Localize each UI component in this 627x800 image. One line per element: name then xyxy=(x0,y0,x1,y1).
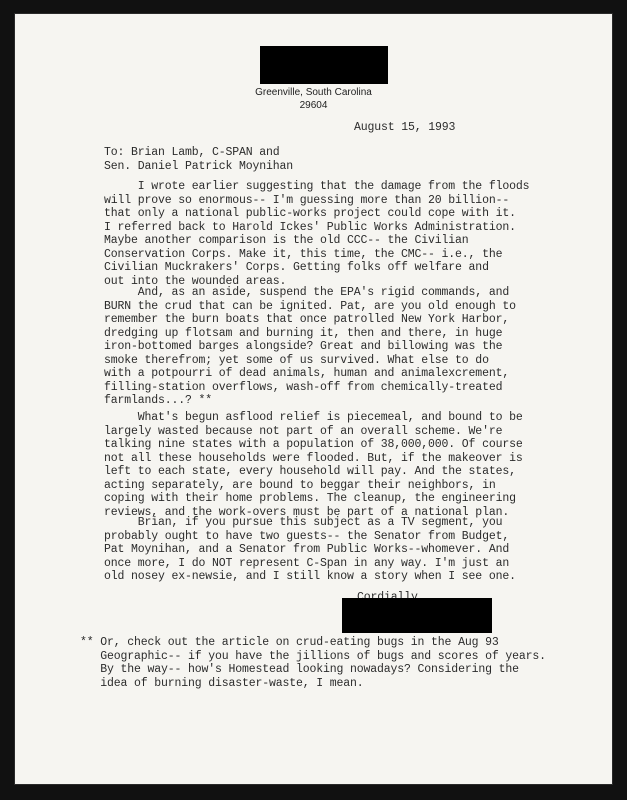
body-paragraph-3: What's begun asflood relief is piecemeal, and bound to be largely wasted because not part of an overall scheme. We're talking nine states with a population of 38,000,000. Of course not all these households were flooded. But, if the makeover is left to each state, every household will pay. And the states, acting separately, are bound to beggar their neighbors, in coping with their home problems. The cleanup, the engineering reviews, and the work-overs must be part of a national plan. xyxy=(104,411,523,519)
redacted-signature xyxy=(342,598,492,633)
recipient-line-2: Sen. Daniel Patrick Moynihan xyxy=(104,160,294,173)
letterhead-city: Greenville, South Carolina xyxy=(255,87,372,98)
body-paragraph-2: And, as an aside, suspend the EPA's rigid commands, and BURN the crud that can be ignited. Pat, are you old enough to remember the burn boats that once patrolled New York Harbor, dredging up flotsam and burning it, then and there, in huge iron-bottomed barges alongside? Great and billowing was the smoke therefrom; yet some of us survived. What else to do with a potpourri of dead animals, human and animalexcrement, filling-station overflows, wash-off from chemically-treated farmlands...? ** xyxy=(104,286,516,407)
letter-date: August 15, 1993 xyxy=(354,121,456,134)
recipient-line-1: To: Brian Lamb, C-SPAN and xyxy=(104,146,280,159)
letterhead-zip: 29604 xyxy=(299,100,328,111)
footnote: ** Or, check out the article on crud-eating bugs in the Aug 93 Geographic-- if you have the jillions of bugs and scores of years. By the way-- how's Homestead looking nowadays? Considering the idea of burning disaster-waste, I mean. xyxy=(80,636,546,690)
redacted-sender-name xyxy=(260,46,388,84)
body-paragraph-1: I wrote earlier suggesting that the damage from the floods will prove so enormous-- I'm guessing more than 20 billion-- that only a national public-works project could cope with it. I referred back to Harold Ickes' Public Works Administration. Maybe another comparison is the old CCC-- the Civilian Conservation Corps. Make it, this time, the CMC-- i.e., the Civilian Muckrakers' Corps. Getting folks off welfare and out into the wounded areas. xyxy=(104,180,530,288)
body-paragraph-4: Brian, if you pursue this subject as a TV segment, you probably ought to have two guests-- the Senator from Budget, Pat Moynihan, and a Senator from Public Works--whomever. And once more, I do NOT represent C-Span in any way. I'm just an old nosey ex-newsie, and I still know a story when I see one. xyxy=(104,516,516,583)
letter-page xyxy=(14,13,613,785)
